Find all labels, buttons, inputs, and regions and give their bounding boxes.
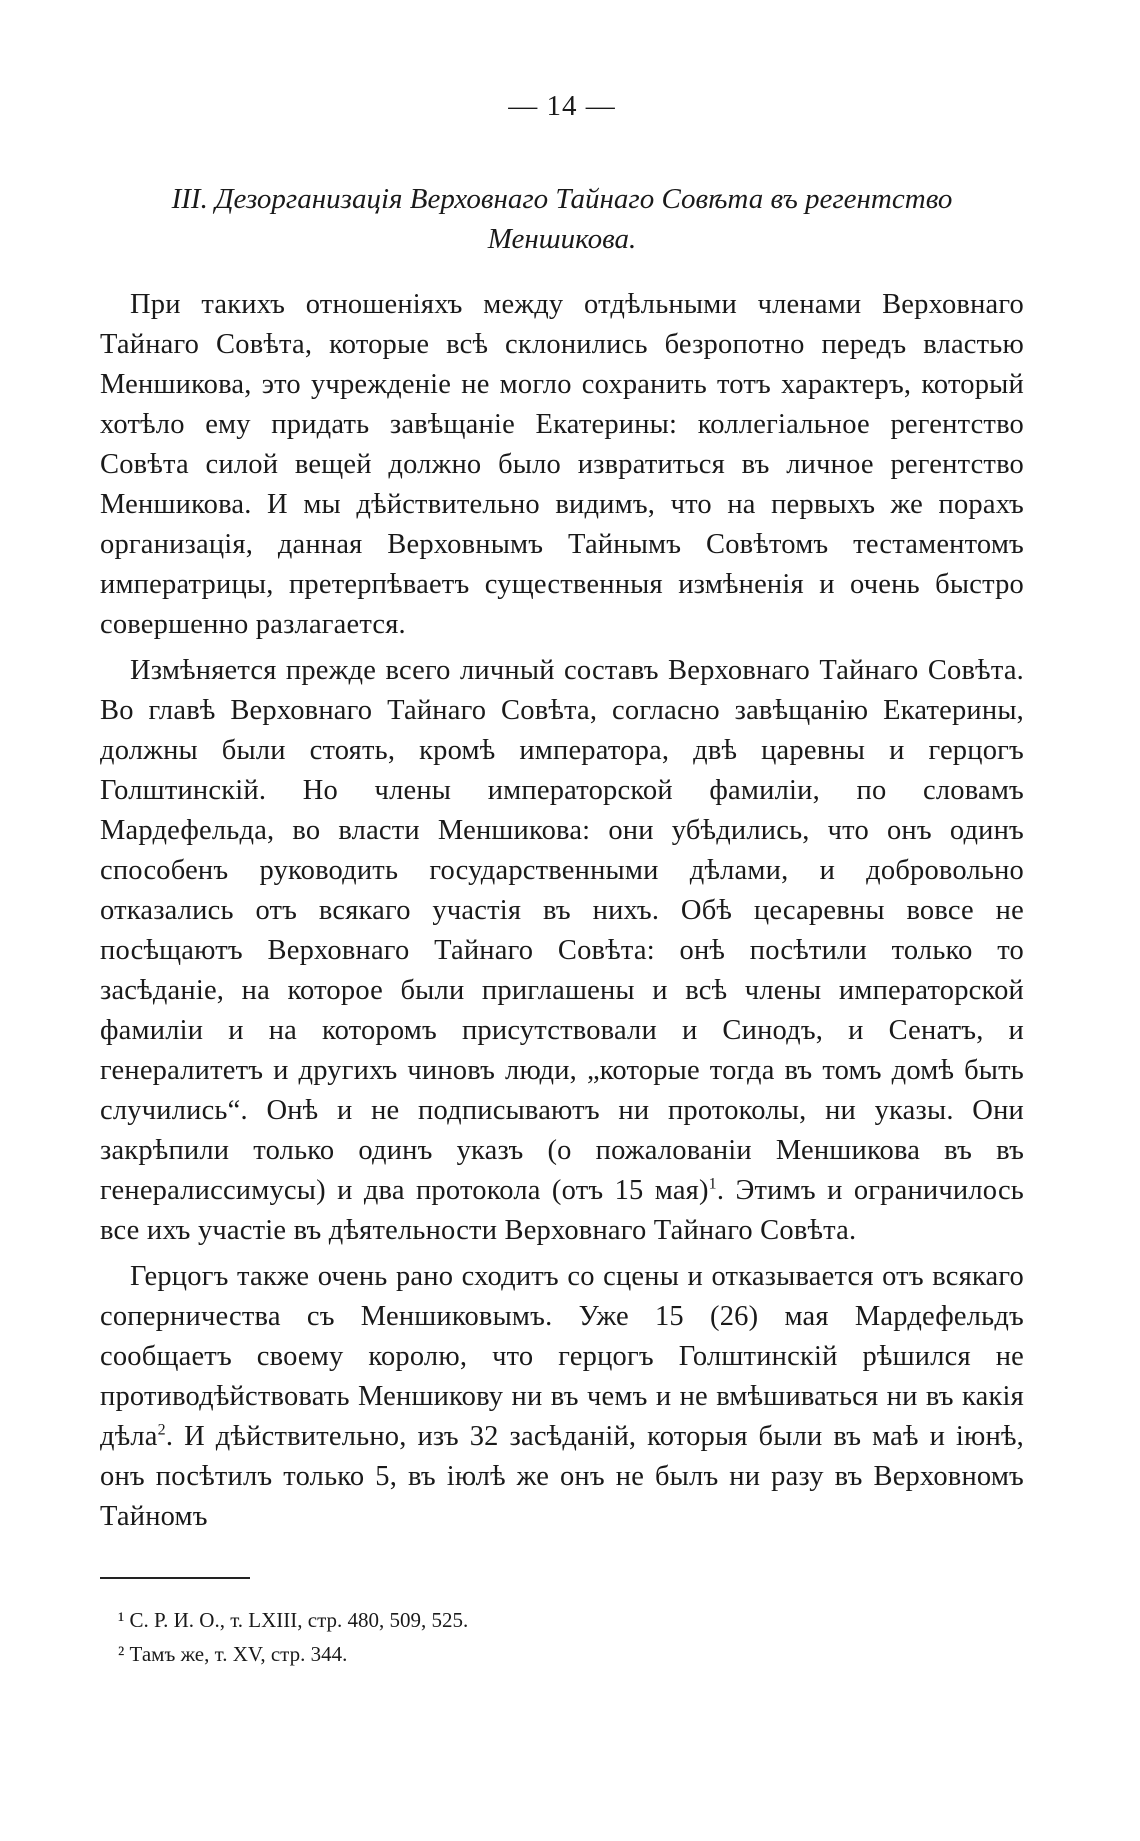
document-page — [100, 90, 1024, 1671]
paragraph-3-text: Герцогъ также очень рано сходитъ со сцены и отказывается отъ всякаго соперничества съ Меншиковымъ. Уже 15 (26) мая Мардефельдъ сообщаетъ своему королю, что герцогъ Голштинскій рѣшился не противодѣйствовать Меншикову ни въ чемъ и не вмѣшиваться ни въ какія дѣла — [100, 1261, 1024, 1452]
footnote-2-text: Тамъ же, т. XV, стр. 344. — [129, 1642, 348, 1666]
footnote-1-text: С. Р. И. О., т. LXIII, стр. 480, 509, 525. — [129, 1608, 469, 1632]
section-title-line-2: Меншикова. — [487, 223, 637, 255]
paragraph-1: При такихъ отношеніяхъ между отдѣльными членами Верховнаго Тайнаго Совѣта, которые всѣ склонились безропотно передъ властью Меншикова, это учрежденіе не могло сохранить тотъ характеръ, который хотѣло ему придать завѣщаніе Екатерины: коллегіальное регентство Совѣта силой вещей должно было извратиться въ личное регентство Меншикова. И мы дѣйствительно видимъ, что на первыхъ же порахъ организація, данная Верховнымъ Тайнымъ Совѣтомъ тестаментомъ императрицы, претерпѣваетъ существенныя измѣненія и очень быстро совершенно разлагается. — [100, 289, 1024, 640]
paragraph-3: Герцогъ также очень рано сходитъ со сцены и отказывается отъ всякаго соперничества съ Меншиковымъ. Уже 15 (26) мая Мардефельдъ сообщаетъ своему королю, что герцогъ Голштинскій рѣшился не противодѣйствовать Меншикову ни въ чемъ и не вмѣшиваться ни въ какія дѣла$^2$. И дѣйствительно, изъ 32 засѣданій, которыя были въ маѣ и іюнѣ, онъ посѣтилъ только 5, въ іюлѣ же онъ не былъ ни разу въ Верховномъ Тайномъ — [100, 1261, 1024, 1532]
paragraph-2-text: Измѣняется прежде всего личный составъ Верховнаго Тайнаго Совѣта. Во главѣ Верховнаго Тайнаго Совѣта, согласно завѣщанію Екатерины, должны были стоять, кромѣ императора, двѣ царевны и герцогъ Голштинскій. Но члены императорской фамиліи, по словамъ Мардефельда, во власти Меншикова: они убѣдились, что онъ одинъ способенъ руководить государственными дѣлами, и добровольно отказались отъ всякаго участія въ нихъ. Обѣ цесаревны вовсе не посѣщаютъ Верховнаго Тайнаго Совѣта: онѣ посѣтили только то засѣданіе, на которое были приглашены и всѣ члены императорской фамиліи и на которомъ присутствовали и Синодъ, и Сенатъ, и генералитетъ и другихъ чиновъ люди, „которые тогда въ томъ домѣ быть случились“. Онѣ и не подписываютъ ни протоколы, ни указы. Они закрѣпили только одинъ указъ (о пожалованіи Меншикова въ въ генералиссимусы) и два протокола (отъ 15 мая) — [100, 655, 1024, 1206]
paragraph-3-tail: И дѣйствительно, изъ 32 засѣданій, которыя были въ маѣ и іюнѣ, онъ посѣтилъ только 5, въ іюлѣ же онъ не былъ ни разу въ Верховномъ Тайномъ — [100, 1421, 1024, 1532]
section-title-line-1: III. Дезорганизація Верховнаго Тайнаго Совѣта въ регентство — [171, 183, 953, 215]
footnote-1 — [100, 1603, 1024, 1637]
section-title — [100, 179, 1024, 259]
footnote-2 — [100, 1637, 1024, 1671]
body-text — [100, 285, 1024, 1537]
footnotes — [100, 1603, 1024, 1671]
paragraph-2 — [100, 651, 1024, 1251]
footnote-2-mark: ² — [118, 1642, 125, 1666]
paragraph-2-tail: . Этимъ и ограничилось все ихъ участіе въ дѣятельности Верховнаго Тайнаго Совѣта. — [100, 1175, 1024, 1246]
footnote-mark-1: 1 — [708, 1175, 717, 1193]
footnote-mark-2: 2 — [157, 1421, 166, 1439]
footnote-divider — [100, 1577, 250, 1579]
footnote-1-mark: ¹ — [118, 1608, 125, 1632]
page-number: — 14 — — [508, 90, 616, 122]
